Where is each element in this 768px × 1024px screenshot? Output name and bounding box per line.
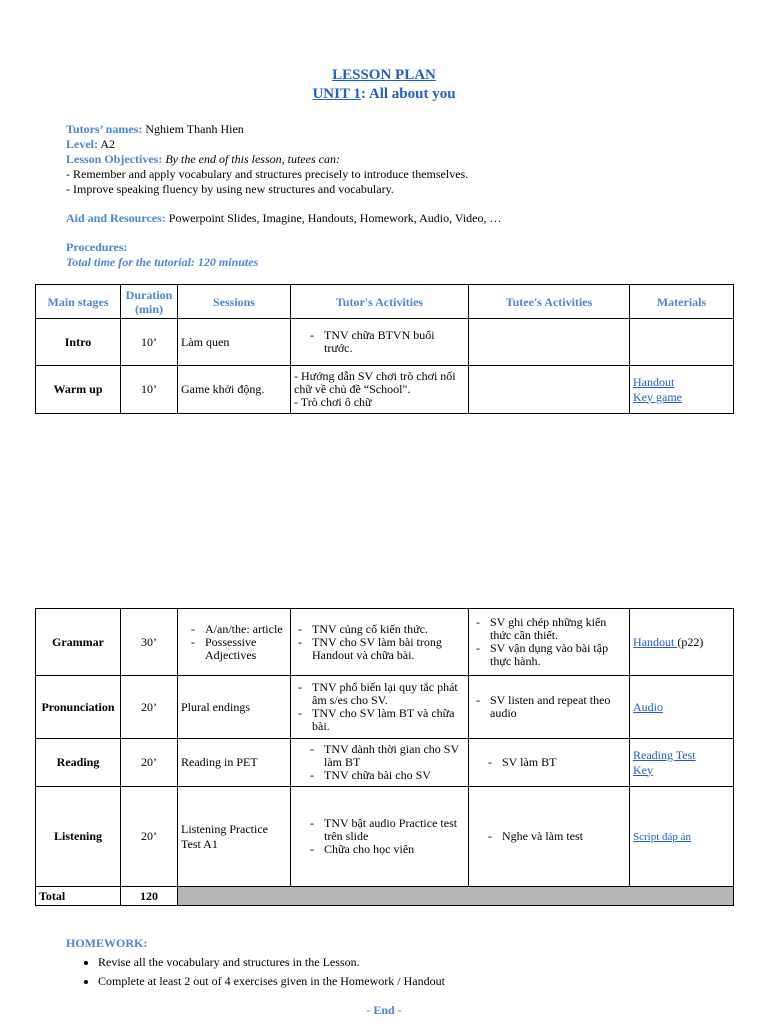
table-row-intro	[36, 319, 734, 366]
table-row-reading	[36, 739, 734, 787]
header-duration: Duration (min)	[121, 285, 178, 319]
objectives-label: Lesson Objectives:	[66, 152, 163, 166]
script-answer-link[interactable]: Script đáp án	[633, 831, 692, 843]
table-row-listening	[36, 787, 734, 887]
objectives-intro: By the end of this lesson, tutees can:	[162, 152, 340, 166]
listening-stage: Listening	[36, 787, 121, 887]
aid-value: Powerpoint Slides, Imagine, Handouts, Homework, Audio, Video, …	[165, 211, 502, 225]
warmup-materials	[630, 366, 734, 414]
reading-tutor	[291, 739, 469, 787]
header-sessions: Sessions	[178, 285, 291, 319]
grammar-tutee	[469, 609, 630, 676]
table-header-row	[36, 285, 734, 319]
level-value: A2	[98, 137, 116, 151]
total-time: Total time for the tutorial: 120 minutes	[66, 255, 259, 269]
pronunciation-session: Plural endings	[178, 676, 291, 739]
grammar-session-2: - Possessive Adjectives	[205, 636, 287, 662]
lesson-plan-heading: LESSON PLAN	[332, 67, 436, 83]
pronunciation-materials	[630, 676, 734, 739]
warmup-tutor	[291, 366, 469, 414]
grammar-tutee-1: - SV ghi chép những kiến thức cần thiết.	[490, 616, 626, 642]
pronunciation-tutee-1: - SV listen and repeat theo audio	[490, 694, 626, 720]
pronunciation-tutor-1: - TNV phổ biến lại quy tắc phát âm s/es cho SV.	[312, 681, 465, 707]
audio-link[interactable]: Audio	[633, 699, 663, 714]
grammar-duration: 30’	[121, 609, 178, 676]
pronunciation-tutor-2: - TNV cho SV làm BT và chữa bài.	[312, 707, 465, 733]
lesson-table-part-2	[35, 608, 734, 906]
homework-list	[66, 953, 445, 991]
homework-item-2: • Complete at least 2 out of 4 exercises given in the Homework / Handout	[98, 972, 445, 991]
objectives-line	[66, 152, 502, 167]
warmup-tutor-1: - Hướng dẫn SV chơi trò chơi nối chữ về chủ đề “School".	[294, 369, 456, 396]
table-row-pronunciation	[36, 676, 734, 739]
aid-line	[66, 211, 502, 226]
intro-tutor-item: - TNV chữa BTVN buổi trước.	[324, 329, 465, 355]
listening-tutor-2: - Chữa cho học viên	[324, 843, 465, 856]
grammar-session-1: - A/an/the: article	[205, 623, 287, 636]
reading-duration: 20’	[121, 739, 178, 787]
grammar-materials	[630, 609, 734, 676]
lesson-table-part-1	[35, 284, 734, 414]
lesson-meta	[66, 122, 502, 270]
grammar-handout-page: (p22)	[677, 634, 704, 649]
grammar-tutor	[291, 609, 469, 676]
total-value: 120	[121, 887, 178, 906]
listening-materials	[630, 787, 734, 887]
objective-2: - Improve speaking fluency by using new structures and vocabulary.	[66, 182, 394, 196]
reading-tutor-1: - TNV dành thời gian cho SV làm BT	[324, 743, 465, 769]
header-tutee: Tutee's Activities	[469, 285, 630, 319]
procedures-label: Procedures:	[66, 240, 128, 254]
reading-tutee-1: - SV làm BT	[502, 756, 626, 769]
aid-label: Aid and Resources:	[66, 211, 166, 225]
homework-item-1: • Revise all the vocabulary and structures in the Lesson.	[98, 953, 445, 972]
listening-duration: 20’	[121, 787, 178, 887]
level-label: Level:	[66, 137, 98, 151]
tutors-value: Nghiem Thanh Hien	[142, 122, 244, 136]
unit-name: : All about you	[360, 86, 456, 102]
total-label: Total	[36, 887, 121, 906]
warmup-tutee	[469, 366, 630, 414]
header-tutor: Tutor's Activities	[291, 285, 469, 319]
reading-session: Reading in PET	[178, 739, 291, 787]
table-row-grammar	[36, 609, 734, 676]
warmup-session: Game khởi động.	[178, 366, 291, 414]
intro-stage: Intro	[36, 319, 121, 366]
reading-test-link[interactable]: Reading Test	[633, 747, 696, 762]
listening-session: Listening Practice Test A1	[178, 787, 291, 887]
listening-tutee	[469, 787, 630, 887]
intro-tutee	[469, 319, 630, 366]
listening-tutor-1: - TNV bật audio Practice test trên slide	[324, 817, 465, 843]
unit-label: UNIT 1	[312, 86, 361, 102]
grammar-handout-link[interactable]: Handout	[633, 634, 678, 649]
key-game-link[interactable]: Key game	[633, 389, 682, 404]
pronunciation-tutee	[469, 676, 630, 739]
grammar-tutor-1: - TNV củng cố kiến thức.	[312, 623, 465, 636]
tutors-line	[66, 122, 502, 137]
grammar-tutee-2: - SV vận dụng vào bài tập thực hành.	[490, 642, 626, 668]
intro-duration: 10’	[121, 319, 178, 366]
reading-stage: Reading	[36, 739, 121, 787]
tutors-label: Tutors’ names:	[66, 122, 143, 136]
pronunciation-tutor	[291, 676, 469, 739]
grammar-session	[178, 609, 291, 676]
reading-tutor-2: - TNV chữa bài cho SV	[324, 769, 465, 782]
table-row-total	[36, 887, 734, 906]
reading-materials	[630, 739, 734, 787]
pronunciation-stage: Pronunciation	[36, 676, 121, 739]
header-stages: Main stages	[36, 285, 121, 319]
pronunciation-duration: 20’	[121, 676, 178, 739]
homework-label: HOMEWORK:	[66, 936, 148, 950]
lesson-plan-title	[0, 67, 768, 84]
listening-tutee-1: - Nghe và làm test	[502, 830, 626, 843]
unit-title	[0, 86, 768, 103]
intro-materials	[630, 319, 734, 366]
end-marker: - End -	[366, 1003, 402, 1017]
grammar-tutor-2: - TNV cho SV làm bài trong Handout và chữa bài.	[312, 636, 465, 662]
total-filler	[178, 887, 734, 906]
handout-link[interactable]: Handout	[633, 374, 675, 389]
reading-tutee	[469, 739, 630, 787]
homework-section	[66, 936, 445, 991]
warmup-duration: 10’	[121, 366, 178, 414]
intro-tutor	[291, 319, 469, 366]
header-materials: Materials	[630, 285, 734, 319]
warmup-tutor-2: - Trò chơi ô chữ	[294, 395, 372, 409]
grammar-stage: Grammar	[36, 609, 121, 676]
objective-1: - Remember and apply vocabulary and structures precisely to introduce themselves.	[66, 167, 469, 181]
intro-session: Làm quen	[178, 319, 291, 366]
reading-key-link[interactable]: Key	[633, 762, 653, 777]
table-row-warmup	[36, 366, 734, 414]
warmup-stage: Warm up	[36, 366, 121, 414]
level-line	[66, 137, 502, 152]
listening-tutor	[291, 787, 469, 887]
